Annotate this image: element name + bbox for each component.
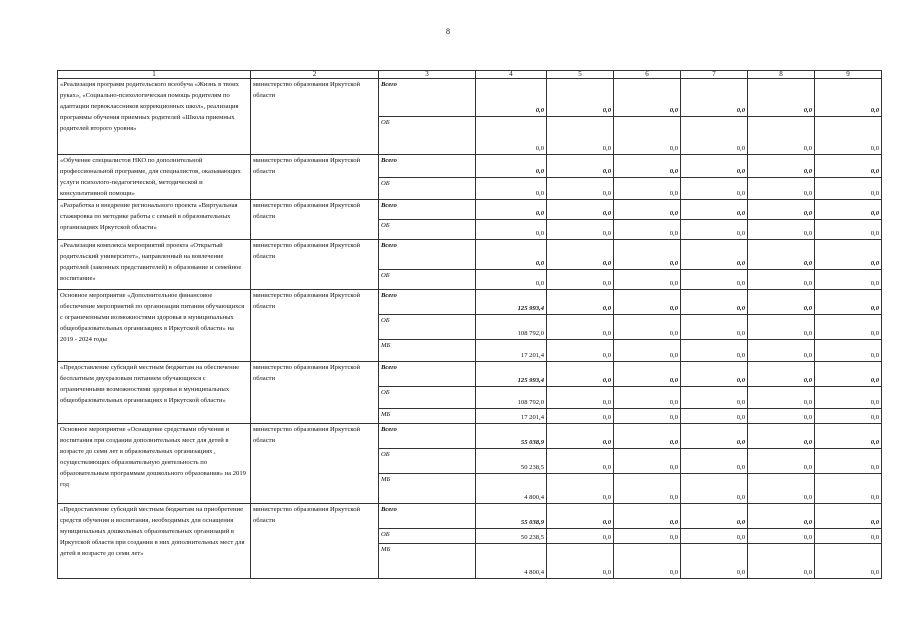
amount-cell: 0,0 xyxy=(547,270,614,290)
amount-cell: 0,0 xyxy=(815,220,882,240)
amount-cell: 0,0 xyxy=(815,544,882,579)
amount-cell: 0,0 xyxy=(547,177,614,200)
amount-cell: 4 800,4 xyxy=(476,544,547,579)
amount-cell: 0,0 xyxy=(748,409,815,424)
amount-cell: 0,0 xyxy=(614,290,681,315)
activity-name: «Предоставление субсидий местным бюджетам на приобретение средств обучения и воспитания, необходимых для оснащения муниципальных дошкольных образовательных организаций в Иркутской области при создании в них дополнительных мест для детей в возрасте до семи лет» xyxy=(58,504,251,579)
funding-source: МБ xyxy=(379,340,476,362)
column-header: 9 xyxy=(815,71,882,79)
amount-cell: 0,0 xyxy=(748,290,815,315)
column-header: 1 xyxy=(58,71,251,79)
amount-cell: 0,0 xyxy=(547,117,614,155)
amount-cell: 0,0 xyxy=(547,504,614,529)
activity-name: «Реализация программ родительского всеобуча «Жизнь в твоих руках», «Социально-психологическая помощь родителям по адаптации первоклассников коррекционных школ», реализация программы обучения приемных родителей «Школа приемных родителей второго уровня» xyxy=(58,79,251,155)
amount-cell: 0,0 xyxy=(748,79,815,117)
amount-cell: 0,0 xyxy=(476,177,547,200)
amount-cell: 0,0 xyxy=(681,79,748,117)
responsible-org: министерство образования Иркутской области xyxy=(251,424,379,504)
amount-cell: 55 038,9 xyxy=(476,504,547,529)
amount-cell: 0,0 xyxy=(681,544,748,579)
amount-cell: 0,0 xyxy=(614,117,681,155)
amount-cell: 0,0 xyxy=(815,200,882,220)
funding-source: Всего xyxy=(379,200,476,220)
amount-cell: 0,0 xyxy=(815,409,882,424)
amount-cell: 0,0 xyxy=(681,315,748,340)
amount-cell: 0,0 xyxy=(614,220,681,240)
amount-cell: 0,0 xyxy=(476,79,547,117)
amount-cell: 0,0 xyxy=(748,474,815,504)
activity-name: Основное мероприятие «Дополнительное финансовое обеспечение мероприятий по организации питания обучающихся с ограниченными возможностями здоровья в муниципальных общеобразовательных организациях в Иркутской области» на 2019 - 2024 годы xyxy=(58,290,251,362)
amount-cell: 0,0 xyxy=(547,544,614,579)
amount-cell: 0,0 xyxy=(476,155,547,178)
amount-cell: 0,0 xyxy=(681,240,748,270)
amount-cell: 0,0 xyxy=(681,177,748,200)
amount-cell: 0,0 xyxy=(681,424,748,449)
amount-cell: 0,0 xyxy=(681,220,748,240)
amount-cell: 0,0 xyxy=(748,544,815,579)
header-row xyxy=(58,71,882,79)
amount-cell: 0,0 xyxy=(748,504,815,529)
table-row xyxy=(58,504,882,529)
amount-cell: 0,0 xyxy=(547,409,614,424)
table-row xyxy=(58,290,882,315)
column-header: 3 xyxy=(379,71,476,79)
amount-cell: 0,0 xyxy=(681,155,748,178)
amount-cell: 0,0 xyxy=(614,270,681,290)
amount-cell: 0,0 xyxy=(681,200,748,220)
amount-cell: 0,0 xyxy=(815,387,882,409)
amount-cell: 0,0 xyxy=(748,340,815,362)
responsible-org: министерство образования Иркутской области xyxy=(251,240,379,290)
amount-cell: 0,0 xyxy=(614,474,681,504)
amount-cell: 0,0 xyxy=(547,200,614,220)
amount-cell: 0,0 xyxy=(681,449,748,474)
amount-cell: 0,0 xyxy=(614,155,681,178)
amount-cell: 0,0 xyxy=(815,79,882,117)
amount-cell: 0,0 xyxy=(681,474,748,504)
activity-name: «Реализация комплекса мероприятий проекта «Открытый родительский университет», направленный на вовлечение родителей (законных представителей) в образование и семейное воспитание» xyxy=(58,240,251,290)
table-row xyxy=(58,424,882,449)
funding-source: ОБ xyxy=(379,315,476,340)
amount-cell: 0,0 xyxy=(547,220,614,240)
amount-cell: 0,0 xyxy=(748,200,815,220)
amount-cell: 0,0 xyxy=(681,387,748,409)
amount-cell: 0,0 xyxy=(815,117,882,155)
funding-source: МБ xyxy=(379,409,476,424)
column-header: 2 xyxy=(251,71,379,79)
amount-cell: 0,0 xyxy=(547,387,614,409)
amount-cell: 0,0 xyxy=(547,529,614,544)
amount-cell: 55 038,9 xyxy=(476,424,547,449)
responsible-org: министерство образования Иркутской области xyxy=(251,290,379,362)
amount-cell: 0,0 xyxy=(748,362,815,387)
responsible-org: министерство образования Иркутской области xyxy=(251,362,379,424)
table-row xyxy=(58,200,882,220)
amount-cell: 0,0 xyxy=(815,474,882,504)
amount-cell: 0,0 xyxy=(815,504,882,529)
amount-cell: 0,0 xyxy=(748,315,815,340)
amount-cell: 0,0 xyxy=(815,177,882,200)
amount-cell: 0,0 xyxy=(547,340,614,362)
activity-name: «Обучение специалистов НКО по дополнительной профессиональной программе, для специалистов, оказывающих услуги психолого-педагогической, методической и консультативной помощи» xyxy=(58,155,251,200)
amount-cell: 125 993,4 xyxy=(476,362,547,387)
responsible-org: министерство образования Иркутской области xyxy=(251,200,379,240)
table-row xyxy=(58,155,882,178)
amount-cell: 0,0 xyxy=(547,240,614,270)
amount-cell: 0,0 xyxy=(614,504,681,529)
responsible-org: министерство образования Иркутской области xyxy=(251,155,379,200)
amount-cell: 0,0 xyxy=(476,240,547,270)
amount-cell: 0,0 xyxy=(815,529,882,544)
table-row xyxy=(58,240,882,270)
funding-source: ОБ xyxy=(379,177,476,200)
funding-source: Всего xyxy=(379,362,476,387)
amount-cell: 0,0 xyxy=(614,79,681,117)
amount-cell: 0,0 xyxy=(681,340,748,362)
amount-cell: 0,0 xyxy=(614,424,681,449)
funding-source: Всего xyxy=(379,290,476,315)
activity-name: «Предоставление субсидий местным бюджетам на обеспечение бесплатным двухразовым питанием обучающихся с ограниченными возможностями здоровья в муниципальных общеобразовательных организациях в Иркутской области» xyxy=(58,362,251,424)
amount-cell: 0,0 xyxy=(547,424,614,449)
table-row xyxy=(58,362,882,387)
funding-source: ОБ xyxy=(379,117,476,155)
amount-cell: 0,0 xyxy=(614,544,681,579)
amount-cell: 0,0 xyxy=(681,362,748,387)
amount-cell: 0,0 xyxy=(614,409,681,424)
funding-source: ОБ xyxy=(379,449,476,474)
column-header: 4 xyxy=(476,71,547,79)
funding-source: Всего xyxy=(379,155,476,178)
amount-cell: 17 201,4 xyxy=(476,409,547,424)
funding-source: Всего xyxy=(379,79,476,117)
column-header: 7 xyxy=(681,71,748,79)
amount-cell: 0,0 xyxy=(748,240,815,270)
amount-cell: 4 800,4 xyxy=(476,474,547,504)
budget-table xyxy=(57,70,882,579)
amount-cell: 0,0 xyxy=(681,290,748,315)
amount-cell: 0,0 xyxy=(681,409,748,424)
funding-source: МБ xyxy=(379,474,476,504)
amount-cell: 0,0 xyxy=(614,529,681,544)
amount-cell: 0,0 xyxy=(547,449,614,474)
funding-source: МБ xyxy=(379,544,476,579)
amount-cell: 0,0 xyxy=(614,449,681,474)
funding-source: ОБ xyxy=(379,387,476,409)
amount-cell: 0,0 xyxy=(547,290,614,315)
amount-cell: 0,0 xyxy=(815,270,882,290)
funding-source: Всего xyxy=(379,240,476,270)
amount-cell: 0,0 xyxy=(614,200,681,220)
amount-cell: 0,0 xyxy=(547,362,614,387)
amount-cell: 0,0 xyxy=(614,315,681,340)
amount-cell: 0,0 xyxy=(748,424,815,449)
responsible-org: министерство образования Иркутской области xyxy=(251,504,379,579)
amount-cell: 0,0 xyxy=(815,290,882,315)
amount-cell: 0,0 xyxy=(815,240,882,270)
activity-name: «Разработка и внедрение регионального проекта «Виртуальная стажировка по методике работы с семьей в образовательных организациях Иркутской области» xyxy=(58,200,251,240)
amount-cell: 0,0 xyxy=(815,449,882,474)
amount-cell: 50 238,5 xyxy=(476,449,547,474)
amount-cell: 0,0 xyxy=(815,315,882,340)
funding-source: ОБ xyxy=(379,220,476,240)
amount-cell: 0,0 xyxy=(748,270,815,290)
amount-cell: 0,0 xyxy=(748,387,815,409)
amount-cell: 0,0 xyxy=(547,79,614,117)
amount-cell: 0,0 xyxy=(815,155,882,178)
amount-cell: 0,0 xyxy=(681,529,748,544)
responsible-org: министерство образования Иркутской области xyxy=(251,79,379,155)
activity-name: Основное мероприятие «Оснащение средствами обучения и воспитания при создании дополнительных мест для детей в возрасте до семи лет в образовательных организациях , осуществляющих образовательную деятельность по образовательным программам дошкольного образования» на 2019 год xyxy=(58,424,251,504)
amount-cell: 0,0 xyxy=(748,177,815,200)
funding-source: ОБ xyxy=(379,270,476,290)
amount-cell: 0,0 xyxy=(614,387,681,409)
amount-cell: 0,0 xyxy=(614,340,681,362)
amount-cell: 0,0 xyxy=(748,155,815,178)
amount-cell: 50 238,5 xyxy=(476,529,547,544)
amount-cell: 0,0 xyxy=(547,315,614,340)
amount-cell: 0,0 xyxy=(681,504,748,529)
amount-cell: 0,0 xyxy=(476,117,547,155)
amount-cell: 108 792,0 xyxy=(476,315,547,340)
column-header: 5 xyxy=(547,71,614,79)
funding-source: Всего xyxy=(379,504,476,529)
amount-cell: 0,0 xyxy=(614,177,681,200)
table-row xyxy=(58,79,882,117)
amount-cell: 0,0 xyxy=(748,449,815,474)
amount-cell: 0,0 xyxy=(547,474,614,504)
page-number: 8 xyxy=(446,27,450,36)
amount-cell: 0,0 xyxy=(748,529,815,544)
funding-source: ОБ xyxy=(379,529,476,544)
amount-cell: 0,0 xyxy=(815,340,882,362)
column-header: 6 xyxy=(614,71,681,79)
amount-cell: 0,0 xyxy=(476,270,547,290)
amount-cell: 17 201,4 xyxy=(476,340,547,362)
amount-cell: 108 792,0 xyxy=(476,387,547,409)
amount-cell: 0,0 xyxy=(614,362,681,387)
amount-cell: 0,0 xyxy=(476,220,547,240)
amount-cell: 0,0 xyxy=(681,117,748,155)
amount-cell: 0,0 xyxy=(815,424,882,449)
amount-cell: 0,0 xyxy=(748,220,815,240)
funding-source: Всего xyxy=(379,424,476,449)
table-body xyxy=(58,79,882,579)
amount-cell: 0,0 xyxy=(614,240,681,270)
amount-cell: 0,0 xyxy=(681,270,748,290)
amount-cell: 0,0 xyxy=(476,200,547,220)
amount-cell: 0,0 xyxy=(547,155,614,178)
amount-cell: 0,0 xyxy=(748,117,815,155)
column-header: 8 xyxy=(748,71,815,79)
amount-cell: 0,0 xyxy=(815,362,882,387)
amount-cell: 125 993,4 xyxy=(476,290,547,315)
